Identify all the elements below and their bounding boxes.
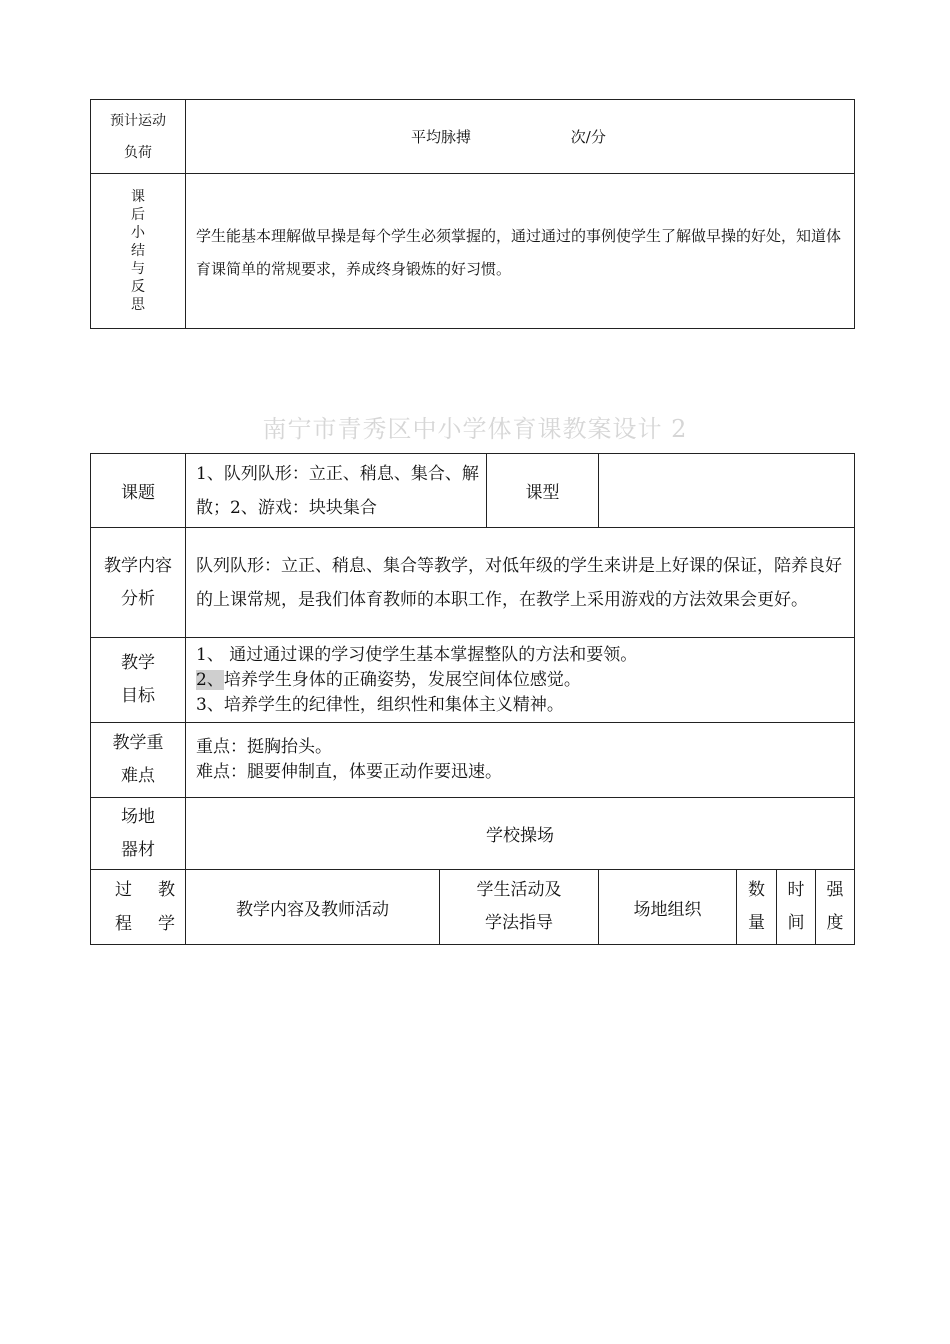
goal-1: 1、 通过通过课的学习使学生基本掌握整队的方法和要领。 xyxy=(196,644,638,665)
col-time-1: 时 xyxy=(787,880,805,900)
type-value xyxy=(599,454,855,528)
difficult-point: 难点：腿要伸制直，体要正动作要迅速。 xyxy=(196,762,502,782)
col-time-2: 间 xyxy=(787,913,805,933)
col-student-cell xyxy=(440,870,599,945)
process-char-b: 程 xyxy=(115,914,132,934)
topic-value: 1、队列队形：立正、稍息、集合、解散；2、游戏：块块集合 xyxy=(186,454,487,528)
summary-label: 课后小结与反思 xyxy=(131,189,145,313)
key-point: 重点：挺胸抬头。 xyxy=(196,737,332,757)
col-intensity-2: 度 xyxy=(826,913,844,933)
lesson-plan-table xyxy=(90,453,855,945)
process-label-cell xyxy=(91,870,186,945)
load-label-cell xyxy=(91,100,186,174)
col-student-1: 学生活动及 xyxy=(476,880,562,900)
col-qty-1: 数 xyxy=(748,880,766,900)
analysis-text: 队列队形：立正、稍息、集合等教学，对低年级的学生来讲是上好课的保证，陪养良好的上课常规，是我们体育教师的本职工作，在教学上采用游戏的方法效果会更好。 xyxy=(186,528,855,638)
process-char-a: 过 xyxy=(115,880,132,900)
load-label-1: 预计运动 xyxy=(110,112,166,129)
goals-cell xyxy=(186,638,855,723)
col-time-cell xyxy=(777,870,816,945)
summary-label-cell xyxy=(91,174,186,329)
teach-char-a: 教 xyxy=(158,880,175,900)
load-label-2: 负荷 xyxy=(124,144,152,161)
topic-label: 课题 xyxy=(91,454,186,528)
type-label: 课型 xyxy=(487,454,599,528)
venue-label-cell xyxy=(91,798,186,870)
goals-label: 教学目标 xyxy=(91,638,186,723)
key-cell xyxy=(186,723,855,798)
process-row-1 xyxy=(91,873,185,907)
process-row-2 xyxy=(91,907,185,941)
goal-3: 3、培养学生的纪律性，组织性和集体主义精神。 xyxy=(196,694,564,715)
col-org: 场地组织 xyxy=(599,870,737,945)
key-label: 教学重难点 xyxy=(91,723,186,798)
col-intensity-1: 强 xyxy=(826,880,844,900)
venue-label-2: 器材 xyxy=(121,839,155,860)
teach-char-b: 学 xyxy=(158,914,175,934)
analysis-label: 教学内容分析 xyxy=(91,528,186,638)
col-content: 教学内容及教师活动 xyxy=(186,870,440,945)
pulse-label: 平均脉搏 xyxy=(411,128,472,146)
pulse-cell xyxy=(186,100,855,174)
venue-value: 学校操场 xyxy=(186,798,855,870)
page-title: 南宁市青秀区中小学体育课教案设计 2 xyxy=(262,415,688,443)
summary-text: 学生能基本理解做早操是每个学生必须掌握的，通过通过的事例使学生了解做早操的好处，知道体育课简单的常规要求，养成终身锻炼的好习惯。 xyxy=(196,227,842,278)
load-summary-table xyxy=(90,99,855,329)
col-qty-cell xyxy=(737,870,777,945)
summary-cell xyxy=(186,174,855,329)
goal-2-text: 培养学生身体的正确姿势，发展空间体位感觉。 xyxy=(223,669,581,690)
col-intensity-cell xyxy=(816,870,855,945)
goal-2 xyxy=(196,668,844,693)
goal-2-number: 2、 xyxy=(196,669,224,690)
venue-label-1: 场地 xyxy=(121,806,155,827)
col-qty-2: 量 xyxy=(748,913,766,933)
col-student-2: 学法指导 xyxy=(485,913,553,933)
pulse-unit: 次/分 xyxy=(570,128,606,146)
